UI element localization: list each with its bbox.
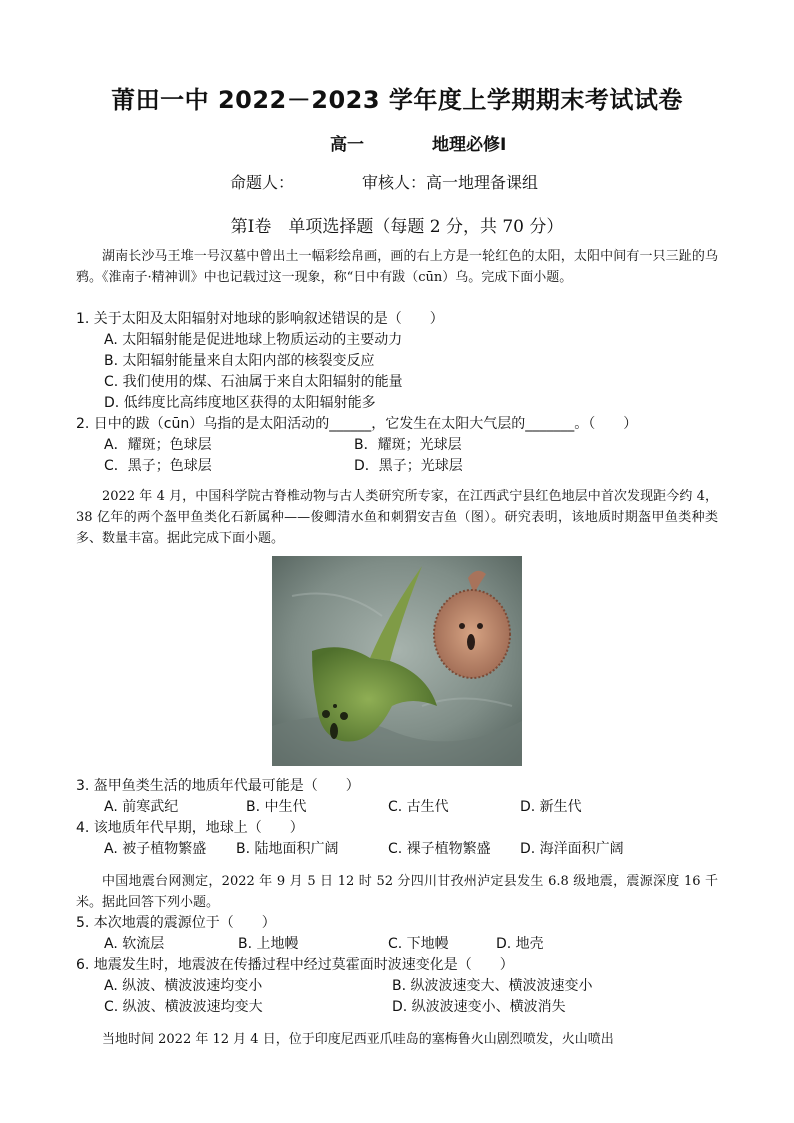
question-3-option-d[interactable]: D. 新生代 — [520, 799, 582, 815]
question-6-option-c[interactable]: C. 纵波、横波波速均变大 — [104, 999, 263, 1015]
passage-earthquake: 中国地震台网测定，2022 年 9 月 5 日 12 时 52 分四川甘孜州泸定县发生 6.8 级地震，震源深度 16 千米。据此回答下列小题。 — [76, 874, 718, 910]
passage-sun: 湖南长沙马王堆一号汉墓中曾出土一幅彩绘帛画，画的右上方是一轮红色的太阳，太阳中间有一只三趾的乌鸦。《淮南子·精神训》中也记载过这一现象，称“日中有跋（cūn）乌。完成下面小题。 — [76, 249, 718, 285]
question-4-option-b[interactable]: B. 陆地面积广阔 — [236, 841, 339, 857]
passage-volcano: 当地时间 2022 年 12 月 4 日，位于印度尼西亚爪哇岛的塞梅鲁火山剧烈喷发，火山喷出 — [102, 1032, 614, 1047]
armored-fish-image — [272, 556, 522, 766]
question-5-option-d[interactable]: D. 地壳 — [496, 936, 544, 952]
question-3-option-b[interactable]: B. 中生代 — [246, 799, 307, 815]
question-5-option-c[interactable]: C. 下地幔 — [388, 936, 449, 952]
grade-label: 高一 — [330, 135, 364, 155]
exam-title: 莆田一中 2022－2023 学年度上学期期末考试试卷 — [111, 86, 683, 114]
question-1-option-a[interactable]: A. 太阳辐射能是促进地球上物质运动的主要动力 — [104, 332, 403, 348]
setter-label: 命题人： — [230, 173, 295, 192]
fossil-illustration — [272, 556, 522, 766]
question-3-option-c[interactable]: C. 古生代 — [388, 799, 449, 815]
question-2-option-d[interactable]: D．黑子；光球层 — [354, 458, 463, 474]
section-heading: 第Ⅰ卷 单项选择题（每题 2 分，共 70 分） — [230, 217, 564, 237]
subject-label: 地理必修Ⅰ — [432, 135, 507, 155]
question-2-option-c[interactable]: C．黑子；色球层 — [104, 458, 212, 474]
reviewer-label: 审核人：高一地理备课组 — [362, 173, 539, 192]
question-3-option-a[interactable]: A. 前寒武纪 — [104, 799, 179, 815]
question-1-option-d[interactable]: D. 低纬度比高纬度地区获得的太阳辐射能多 — [104, 395, 376, 411]
question-1-stem: 1. 关于太阳及太阳辐射对地球的影响叙述错误的是（ ） — [76, 311, 444, 327]
question-2-option-a[interactable]: A．耀斑；色球层 — [104, 437, 212, 453]
question-6-option-b[interactable]: B. 纵波波速变大、横波波速变小 — [392, 978, 593, 994]
question-2-option-b[interactable]: B．耀斑；光球层 — [354, 437, 462, 453]
question-5-option-b[interactable]: B. 上地幔 — [238, 936, 299, 952]
question-4-option-d[interactable]: D. 海洋面积广阔 — [520, 841, 624, 857]
passage-fossil: 2022 年 4 月，中国科学院古脊椎动物与古人类研究所专家，在江西武宁县红色地层中首次发现距今约 4，38 亿年的两个盔甲鱼类化石新属种——俊卿清水鱼和刺猬安吉鱼（图）。研究表明，该地质时期盔甲鱼类种类多、数量丰富。据此完成下面小题。 — [76, 489, 718, 546]
question-6-stem: 6. 地震发生时，地震波在传播过程中经过莫霍面时波速变化是（ ） — [76, 957, 514, 973]
question-5-stem: 5. 本次地震的震源位于（ ） — [76, 915, 276, 931]
question-6-option-a[interactable]: A. 纵波、横波波速均变小 — [104, 978, 263, 994]
question-6-option-d[interactable]: D. 纵波波速变小、横波消失 — [392, 999, 566, 1015]
question-5-option-a[interactable]: A. 软流层 — [104, 936, 165, 952]
question-1-option-c[interactable]: C. 我们使用的煤、石油属于来自太阳辐射的能量 — [104, 374, 403, 390]
question-4-stem: 4. 该地质年代早期，地球上（ ） — [76, 820, 304, 836]
question-1-option-b[interactable]: B. 太阳辐射能量来自太阳内部的核裂变反应 — [104, 353, 375, 369]
question-2-stem: 2. 日中的跋（cūn）乌指的是太阳活动的______，它发生在太阳大气层的_______。（ ） — [76, 416, 638, 432]
question-4-option-c[interactable]: C. 裸子植物繁盛 — [388, 841, 491, 857]
question-4-option-a[interactable]: A. 被子植物繁盛 — [104, 841, 207, 857]
question-3-stem: 3. 盔甲鱼类生活的地质年代最可能是（ ） — [76, 778, 360, 794]
